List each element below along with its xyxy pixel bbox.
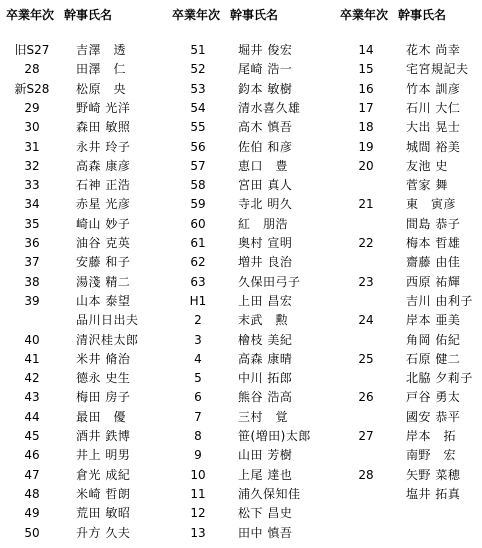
graduation-year: 31 <box>24 139 40 154</box>
table-row <box>166 310 326 330</box>
table-row <box>0 137 160 157</box>
graduation-year: 44 <box>24 409 40 424</box>
table-row <box>0 79 160 99</box>
table-row <box>0 175 160 195</box>
table-row <box>166 465 326 485</box>
table-row <box>166 79 326 99</box>
table-row <box>338 79 482 99</box>
secretary-name: 米井 脩治 <box>76 351 131 366</box>
graduation-year: 23 <box>358 274 374 289</box>
table-row <box>166 40 326 60</box>
table-row <box>338 349 482 369</box>
graduation-year: 17 <box>358 100 374 115</box>
graduation-year: 3 <box>194 332 202 347</box>
secretary-name: 三村 覚 <box>238 409 289 424</box>
table-row <box>166 175 326 195</box>
graduation-year: 46 <box>24 448 40 463</box>
graduation-year: H1 <box>189 293 207 308</box>
table-row <box>0 233 160 253</box>
secretary-name: 友池 史 <box>406 158 448 173</box>
secretary-name: 増井 良治 <box>238 255 293 270</box>
table-row <box>0 484 160 504</box>
graduation-year: 28 <box>358 467 374 482</box>
secretary-name: 森田 敏照 <box>76 120 131 135</box>
table-row <box>338 233 482 253</box>
table-row <box>0 503 160 523</box>
secretary-name: 城間 裕美 <box>406 139 461 154</box>
table-row <box>166 330 326 350</box>
secretary-name: 松原 央 <box>76 81 127 96</box>
table-row <box>338 59 482 79</box>
graduation-year: 9 <box>194 448 202 463</box>
table-row <box>0 156 160 176</box>
graduation-year: 45 <box>24 429 40 443</box>
table-row <box>0 523 160 543</box>
secretary-name: 角岡 佑紀 <box>406 332 461 347</box>
table-row <box>338 426 482 446</box>
header-year: 卒業年次 <box>172 8 221 22</box>
graduation-year: 56 <box>190 139 206 154</box>
secretary-name: 高木 慎吾 <box>238 120 293 135</box>
secretary-name: 田中 慎吾 <box>238 525 293 540</box>
graduation-year: 29 <box>24 100 40 115</box>
graduation-year: 61 <box>190 236 206 250</box>
graduation-year: 7 <box>194 409 202 424</box>
graduation-year: 59 <box>190 197 206 212</box>
graduation-year: 47 <box>24 467 40 482</box>
graduation-year: 62 <box>190 255 206 270</box>
secretary-name: 清水喜久雄 <box>238 100 301 115</box>
graduation-year: 新S28 <box>14 81 50 96</box>
header-name: 幹事氏名 <box>230 8 279 22</box>
table-row <box>0 426 160 446</box>
secretary-name: 石神 正浩 <box>76 178 131 193</box>
graduation-year: 60 <box>190 216 206 231</box>
secretary-name: 石川 大仁 <box>406 100 461 115</box>
secretary-name: 鈞本 敏樹 <box>238 81 293 96</box>
graduation-year: 57 <box>190 158 206 173</box>
graduation-year: 35 <box>24 216 40 231</box>
graduation-year: 19 <box>358 139 374 154</box>
secretary-name: 品川日出夫 <box>76 313 139 328</box>
secretary-name: 寺北 明久 <box>238 197 293 212</box>
secretary-name: 清沢桂太郎 <box>76 332 139 347</box>
table-row <box>0 194 160 214</box>
graduation-year: 32 <box>24 158 40 173</box>
table-row <box>338 137 482 157</box>
graduation-year: 34 <box>24 197 40 212</box>
graduation-year: 27 <box>358 429 374 443</box>
header-year: 卒業年次 <box>6 8 55 22</box>
graduation-year: 12 <box>190 506 206 521</box>
graduation-year: 41 <box>24 351 40 366</box>
table-row <box>0 40 160 60</box>
table-row <box>166 98 326 118</box>
graduation-year: 14 <box>358 43 374 57</box>
secretary-name: 宅宮規記夫 <box>406 62 469 77</box>
secretary-name: 檜枝 美紀 <box>238 332 293 347</box>
secretary-name: 戸谷 勇太 <box>406 390 461 405</box>
secretary-name: 西原 祐輝 <box>406 274 461 289</box>
table-row <box>0 310 160 330</box>
graduation-year: 21 <box>358 197 374 212</box>
header-name: 幹事氏名 <box>64 8 113 22</box>
graduation-year: 49 <box>24 506 40 521</box>
table-row <box>0 330 160 350</box>
graduation-year: 22 <box>358 236 374 250</box>
table-row <box>166 194 326 214</box>
secretary-name: 酒井 鉄博 <box>76 429 131 443</box>
secretary-name: 久保田弓子 <box>238 274 301 289</box>
table-row <box>166 523 326 543</box>
graduation-year: 58 <box>190 178 206 193</box>
graduation-year: 63 <box>190 274 206 289</box>
table-row <box>338 387 482 407</box>
table-row <box>338 40 482 60</box>
secretary-name: 田澤 仁 <box>76 62 127 77</box>
table-row <box>0 59 160 79</box>
table-row <box>338 98 482 118</box>
table-row <box>338 291 482 311</box>
secretary-name: 安藤 和子 <box>76 255 131 270</box>
graduation-year: 26 <box>358 390 374 405</box>
graduation-year: 28 <box>24 62 40 77</box>
table-row <box>338 156 482 176</box>
secretary-name: 最田 優 <box>76 409 127 424</box>
secretary-name: 矢野 菜穂 <box>406 467 461 482</box>
table-row <box>166 291 326 311</box>
secretary-name: 奥村 宣明 <box>238 236 293 250</box>
table-row <box>0 214 160 234</box>
graduation-year: 39 <box>24 293 40 308</box>
table-row <box>166 445 326 465</box>
graduation-year: 10 <box>190 467 206 482</box>
graduation-year: 43 <box>24 390 40 405</box>
secretary-name: 中川 拓郎 <box>238 371 293 386</box>
table-row <box>166 368 326 388</box>
secretary-name: 竹本 訓彦 <box>406 81 461 96</box>
table-row <box>338 445 482 465</box>
secretary-name: 梅本 哲雄 <box>406 236 461 250</box>
secretary-name: 國安 恭平 <box>406 409 461 424</box>
graduation-year: 42 <box>24 371 40 386</box>
table-row <box>338 368 482 388</box>
table-row <box>0 465 160 485</box>
graduation-year: 36 <box>24 236 40 250</box>
secretary-name: 井上 明男 <box>76 448 131 463</box>
table-row <box>166 233 326 253</box>
secretary-name: 宮田 真人 <box>238 178 293 193</box>
secretary-name: 東 寅彦 <box>406 197 457 212</box>
graduation-year: 16 <box>358 81 374 96</box>
secretary-name: 北脇 夕莉子 <box>406 371 473 386</box>
graduation-year: 52 <box>190 62 206 77</box>
secretary-name: 石原 健二 <box>406 351 461 366</box>
table-row <box>0 368 160 388</box>
secretary-name: 湯淺 精二 <box>76 274 131 289</box>
graduation-year: 48 <box>24 486 40 501</box>
secretary-name: 吉澤 透 <box>76 43 127 57</box>
graduation-year: 33 <box>24 178 40 193</box>
table-row <box>0 291 160 311</box>
table-row <box>0 407 160 427</box>
table-row <box>338 407 482 427</box>
secretary-name: 升方 久夫 <box>76 525 131 540</box>
table-row <box>338 175 482 195</box>
graduation-year: 30 <box>24 120 40 135</box>
table-row <box>0 272 160 292</box>
graduation-year: 54 <box>190 100 206 115</box>
table-row <box>166 407 326 427</box>
table-row <box>338 465 482 485</box>
graduation-year: 38 <box>24 274 40 289</box>
table-row <box>166 349 326 369</box>
table-row <box>338 194 482 214</box>
secretary-name: 上尾 達也 <box>238 467 293 482</box>
graduation-year: 37 <box>24 255 40 270</box>
graduation-year: 50 <box>24 525 40 540</box>
secretary-name: 尾崎 浩一 <box>238 62 293 77</box>
secretary-name: 岸本 拓 <box>406 429 457 443</box>
graduation-year: 旧S27 <box>14 43 50 57</box>
table-row <box>0 98 160 118</box>
table-row <box>0 117 160 137</box>
secretary-name: 菅家 舞 <box>406 178 448 193</box>
secretary-name: 永井 玲子 <box>76 139 131 154</box>
table-row <box>338 330 482 350</box>
secretary-name: 米崎 哲朗 <box>76 486 131 501</box>
table-row <box>338 214 482 234</box>
table-row <box>338 484 482 504</box>
secretary-name: 赤星 光彦 <box>76 197 131 212</box>
graduation-year: 18 <box>358 120 374 135</box>
table-row <box>166 426 326 446</box>
table-row <box>166 156 326 176</box>
secretary-name: 油谷 克英 <box>76 236 131 250</box>
secretary-name: 浦久保知佳 <box>238 486 301 501</box>
table-row <box>166 117 326 137</box>
secretary-name: 德永 史生 <box>76 371 131 386</box>
table-row <box>166 387 326 407</box>
secretary-name: 恵口 豊 <box>238 158 289 173</box>
table-row <box>0 252 160 272</box>
graduation-year: 55 <box>190 120 206 135</box>
graduation-year: 53 <box>190 81 206 96</box>
secretary-name: 間島 恭子 <box>406 216 461 231</box>
table-row <box>166 59 326 79</box>
graduation-year: 51 <box>190 43 206 57</box>
header-name: 幹事氏名 <box>398 8 447 22</box>
table-row <box>166 252 326 272</box>
secretary-name: 梅田 房子 <box>76 390 131 405</box>
secretary-name: 紅 朋浩 <box>238 216 289 231</box>
secretary-name: 野崎 光洋 <box>76 100 131 115</box>
secretary-name: 笹(増田)太郎 <box>238 429 311 443</box>
table-row <box>166 272 326 292</box>
graduation-year: 24 <box>358 313 374 328</box>
table-row <box>166 484 326 504</box>
secretary-name: 末武 勲 <box>238 313 289 328</box>
secretary-name: 高森 康彦 <box>76 158 131 173</box>
graduation-year: 13 <box>190 525 206 540</box>
secretary-name: 花木 尚幸 <box>406 43 461 57</box>
graduation-year: 4 <box>194 351 202 366</box>
table-row <box>338 252 482 272</box>
graduation-year: 20 <box>358 158 374 173</box>
table-row <box>166 503 326 523</box>
graduation-year: 40 <box>24 332 40 347</box>
table-row <box>166 214 326 234</box>
secretary-name: 荒田 敏昭 <box>76 506 131 521</box>
secretary-name: 南野 宏 <box>406 448 457 463</box>
graduation-year: 15 <box>358 62 374 77</box>
secretary-name: 大出 晃士 <box>406 120 461 135</box>
table-row <box>338 272 482 292</box>
secretary-name: 山田 芳樹 <box>238 448 293 463</box>
secretary-name: 岸本 亜美 <box>406 313 461 328</box>
secretary-name: 佐伯 和彦 <box>238 139 293 154</box>
table-row <box>166 137 326 157</box>
table-row <box>0 349 160 369</box>
secretary-name: 塩井 拓真 <box>406 486 461 501</box>
table-row <box>0 445 160 465</box>
secretary-name: 崎山 妙子 <box>76 216 131 231</box>
table-row <box>0 387 160 407</box>
table-row <box>338 310 482 330</box>
secretary-name: 熊谷 浩高 <box>238 390 293 405</box>
graduation-year: 5 <box>194 371 202 386</box>
header-year: 卒業年次 <box>340 8 389 22</box>
secretary-name: 吉川 由利子 <box>406 293 473 308</box>
secretary-name: 倉光 成紀 <box>76 467 131 482</box>
graduation-year: 11 <box>190 486 206 501</box>
secretary-name: 上田 昌宏 <box>238 293 293 308</box>
graduation-year: 25 <box>358 351 374 366</box>
graduation-year: 2 <box>194 313 202 328</box>
secretary-name: 堀井 俊宏 <box>238 43 293 57</box>
secretary-name: 松下 昌史 <box>238 506 293 521</box>
secretary-name: 齋藤 由佳 <box>406 255 461 270</box>
secretary-name: 山本 泰望 <box>76 293 131 308</box>
table-row <box>338 117 482 137</box>
secretary-name: 高森 康晴 <box>238 351 293 366</box>
graduation-year: 8 <box>194 429 202 443</box>
graduation-year: 6 <box>194 390 202 405</box>
